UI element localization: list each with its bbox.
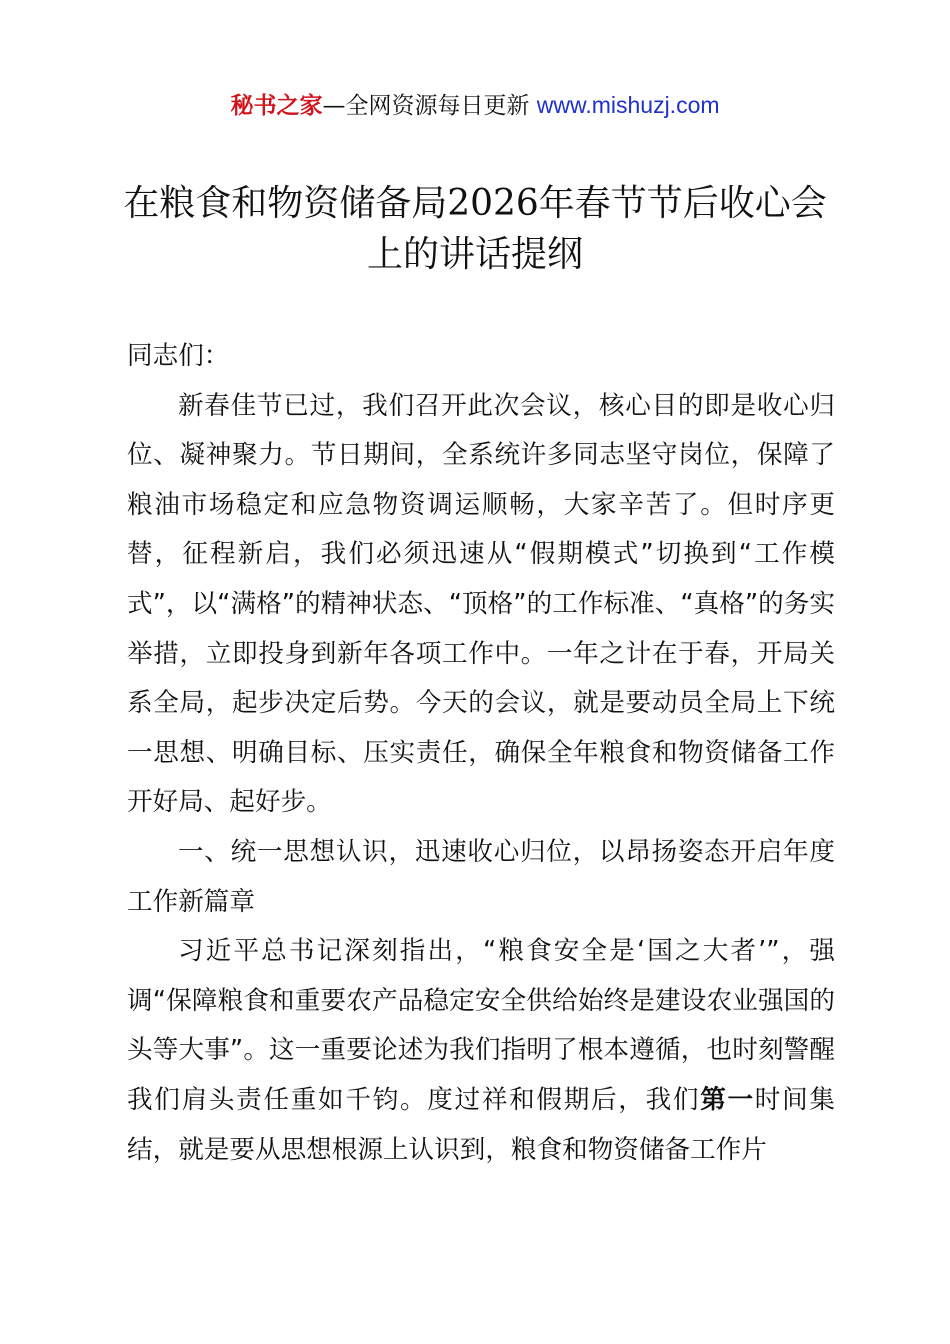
paragraph-intro: 新春佳节已过，我们召开此次会议，核心目的即是收心归位、凝神聚力。节日期间，全系统许多同志坚守岗位，保障了粮油市场稳定和应急物资调运顺畅，大家辛苦了。但时序更替，征程新启，我们必须迅速从“假期模式”切换到“工作模式”，以“满格”的精神状态、“顶格”的工作标准、“真格”的务实举措，立即投身到新年各项工作中。一年之计在于春，开局关系全局，起步决定后势。今天的会议，就是要动员全局上下统一思想、明确目标、压实责任，确保全年粮食和物资储备工作开好局、起好步。: [127, 390, 835, 818]
document-body: [127, 332, 835, 1175]
emphasis-text: 第一: [700, 1084, 755, 1115]
site-banner: [0, 88, 950, 123]
brand-name: 秘书之家: [230, 93, 323, 119]
salutation: 同志们：: [127, 341, 230, 371]
paragraph-text: 习近平总书记深刻指出，“粮食安全是‘国之大者’”，强调“保障粮食和重要农产品稳定安全供给始终是建设农业强国的头等大事”。这一重要论述为我们指明了根本遵循，也时刻警醒我们肩头责任重如千钧。度过祥和假期后，我们: [127, 936, 835, 1115]
banner-tagline: —全网资源每日更新: [322, 93, 537, 119]
section-heading-1: 一、统一思想认识，迅速收心归位，以昂扬姿态开启年度工作新篇章: [127, 836, 835, 917]
paragraph-section-1: [127, 927, 835, 1175]
site-url-link[interactable]: www.mishuzj.com: [536, 92, 720, 118]
document-title: 在粮食和物资储备局2026年春节节后收心会上的讲话提纲: [123, 183, 827, 275]
paragraph-text-continued: 时间集结，就是要从思想根源上认识到，粮食和物资储备工作片: [127, 1084, 835, 1165]
